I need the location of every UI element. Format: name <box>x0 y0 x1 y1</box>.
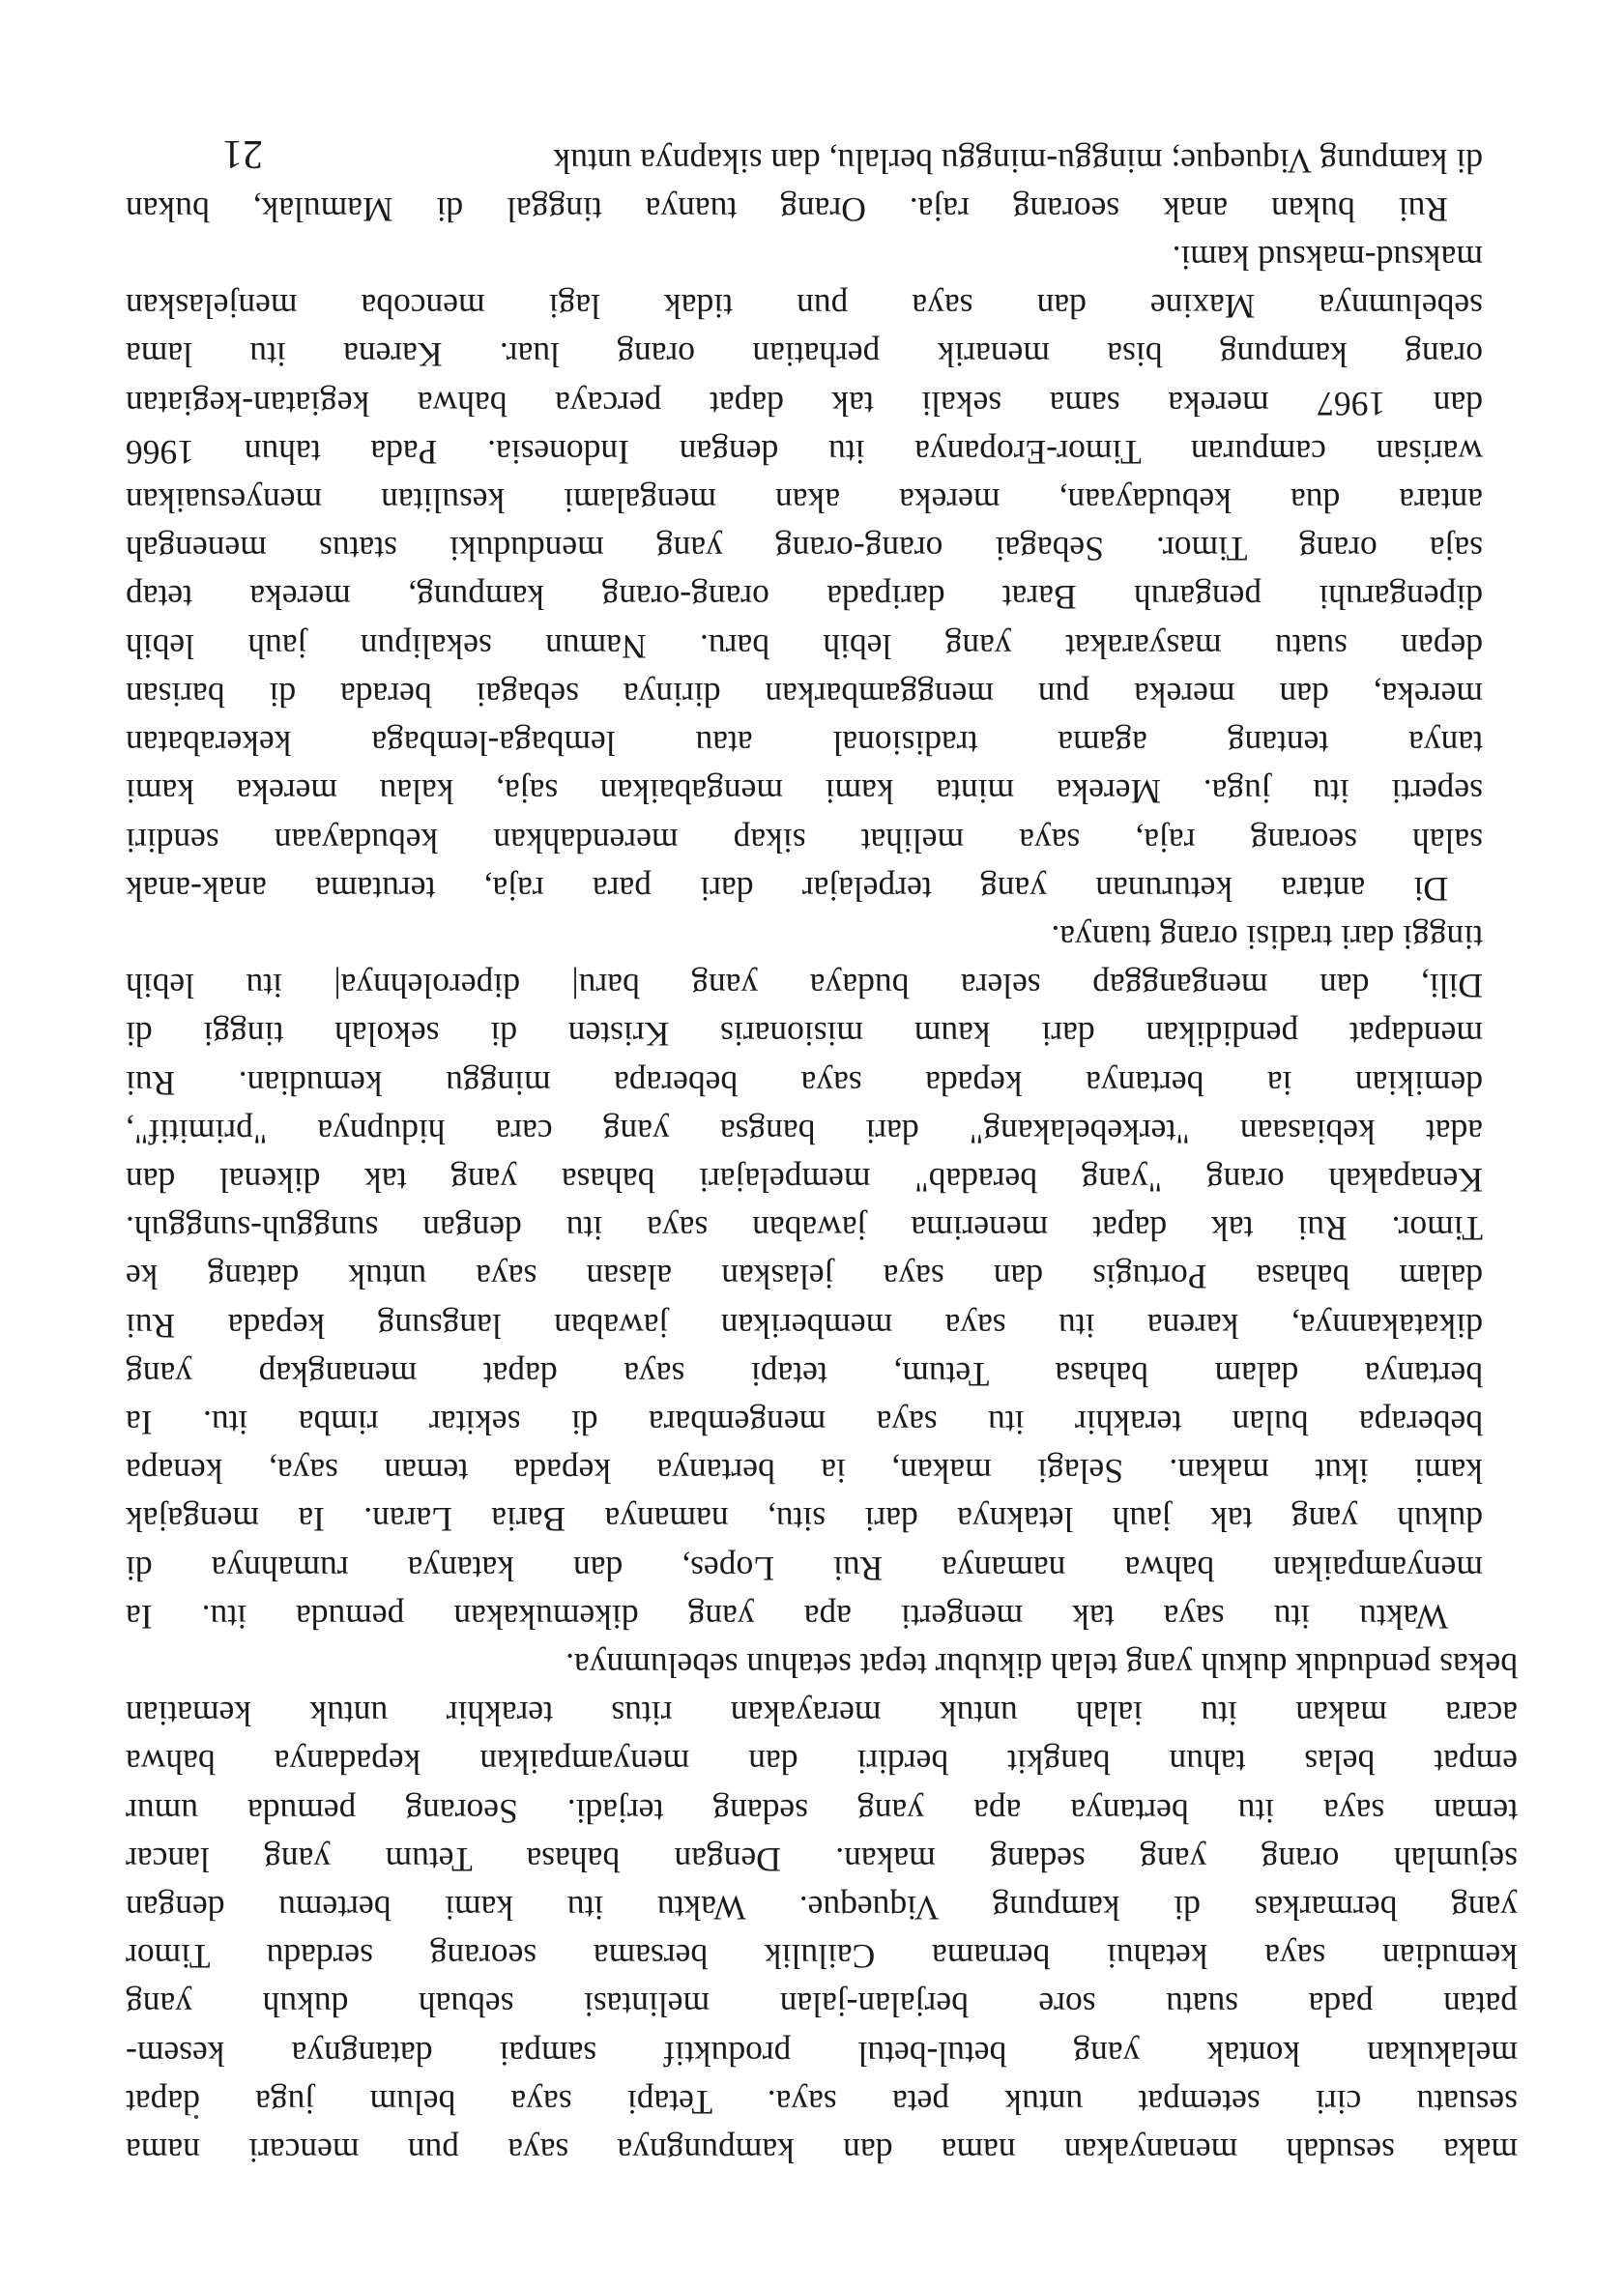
paragraph <box>126 913 1518 1641</box>
text-line: depan suatu masyarakat yang lebih baru. Namun sekalipun jauh lebih <box>126 626 1483 666</box>
text-line: saja orang Timor. Sebagai orang-orang yang menduduki status menengah <box>126 530 1483 569</box>
text-line: mendapat pendidikan dari kaum misionaris Kristen di sekolah tinggi di <box>126 1015 1483 1055</box>
text-line: kami ikut makan. Selagi makan, ia bertanya kepada teman saya, kenapa <box>126 1452 1483 1492</box>
text-line: melakukan kontak yang betul-betul produktif sampai datangnya kesem- <box>126 2034 1518 2073</box>
text-line: sebelumnya Maxine dan saya pun tidak lagi mencoba menjelaskan <box>126 287 1483 327</box>
text-line: tinggi dari tradisi orang tuanya. <box>1051 917 1483 957</box>
text-line: teman saya itu bertanya apa yang sedang terjadi. Seorang pemuda umur <box>126 1791 1518 1831</box>
text-line: antara dua kebudayaan, mereka akan mengalami kesulitan menyesuaikan <box>126 481 1483 521</box>
text-line: seperti itu juga. Mereka minta kami mengabaikan saja, kalau mereka kami <box>126 772 1483 812</box>
text-line: kemudian saya ketahui bernama Cailulik bersama seorang serdadu Timor <box>126 1937 1518 1977</box>
text-line: empat belas tahun bangkit berdiri dan menyampaikan kepadanya bahwa <box>126 1743 1518 1782</box>
text-line: Rui bukan anak seorang raja. Orang tuanya tinggal di Mamulak, bukan <box>126 189 1448 229</box>
text-line: acara makan itu ialah untuk merayakan ritus terakhir untuk kematian <box>126 1695 1518 1734</box>
text-line: demikian ia bertanya kepada saya beberapa minggu kemudian. Rui <box>126 1063 1483 1103</box>
text-line: dipengaruhi pengaruh Barat daripada orang-orang kampung, mereka tetap <box>126 578 1483 618</box>
text-line: bertanya dalam bahasa Tetum, tetapi saya dapat menangkap yang <box>126 1354 1483 1394</box>
text-line: menyampaikan bahwa namanya Rui Lopes, dan katanya rumahnya di <box>126 1549 1483 1588</box>
text-line: sesuatu ciri setempat untuk peta saya. Tetapi saya belum juga dapat <box>126 2082 1518 2122</box>
text-line: di kampung Viqueque; minggu-minggu berlalu, dan sikapnya untuk <box>553 141 1483 181</box>
text-line: warisan campuran Timor-Eropanya itu dengan Indonesia. Pada tahun 1966 <box>126 432 1483 472</box>
page-number: 21 <box>222 131 263 176</box>
paragraph <box>126 234 1518 913</box>
text-line: bekas penduduk dukuh yang telah dikubur tepat setahun sebelumnya. <box>566 1645 1518 1685</box>
text-line: orang kampung bisa menarik perhatian orang luar. Karena itu lama <box>126 335 1483 375</box>
text-line: mereka, dan mereka pun menggambarkan dirinya sebagai berada di barisan <box>126 675 1483 714</box>
text-line: dan 1967 mereka sama sekali tak dapat percaya bahwa kegiatan-kegiatan <box>126 384 1483 423</box>
paragraph <box>126 136 1518 233</box>
text-line: yang bermarkas di kampung Viqueque. Waktu itu kami bertemu dengan <box>126 1888 1518 1927</box>
text-line: dikatakannya, karena itu saya memberikan jawaban langsung kepada Rui <box>126 1306 1483 1346</box>
text-line: Dili, dan menganggap selera budaya yang baru| diperolehnya| itu lebih <box>126 967 1483 1006</box>
text-line: dukuh yang tak jauh letaknya dari situ, namanya Baria Laran. Ia mengajak <box>126 1500 1483 1540</box>
text-line: sejumlah orang yang sedang makan. Dengan bahasa Tetum yang lancar <box>126 1840 1518 1879</box>
text-line: Timor. Rui tak dapat menerima jawaban saya itu dengan sungguh-sungguh. <box>126 1209 1483 1249</box>
text-line: maka sesudah menanyakan nama dan kampungnya saya pun mencari nama <box>126 2131 1518 2170</box>
text-line: tanya tentang agama tradisional atau lembaga-lembaga kekerabatan <box>126 724 1483 764</box>
text-line: Waktu itu saya tak mengerti apa yang dikemukakan pemuda itu. Ia <box>126 1597 1448 1637</box>
paragraph <box>126 1641 1518 2175</box>
text-line: Kenapakah orang "yang beradab" mempelajari bahasa yang tak dikenal dan <box>126 1160 1483 1200</box>
text-line: maksud-maksud kami. <box>1172 239 1483 278</box>
text-line: beberapa bulan terakhir itu saya mengembara di sekitar rimba itu. Ia <box>126 1403 1483 1442</box>
text-line: salah seorang raja, saya melihat sikap merendahkan kebudayaan sendiri <box>126 821 1483 860</box>
page-text-block <box>126 136 1518 2175</box>
text-line: patan pada suatu sore berjalan-jalan melintasi sebuah dukuh yang <box>126 1985 1518 2025</box>
text-line: Di antara keturunan yang terpelajar dari para raja, terutama anak-anak <box>126 869 1448 909</box>
text-line: dalam bahasa Portugis dan saya jelaskan alasan saya untuk datang ke <box>126 1258 1483 1297</box>
text-line: adat kebiasaan "terkebelakang" dari bangsa yang cara hidupnya "primitif", <box>126 1112 1483 1151</box>
